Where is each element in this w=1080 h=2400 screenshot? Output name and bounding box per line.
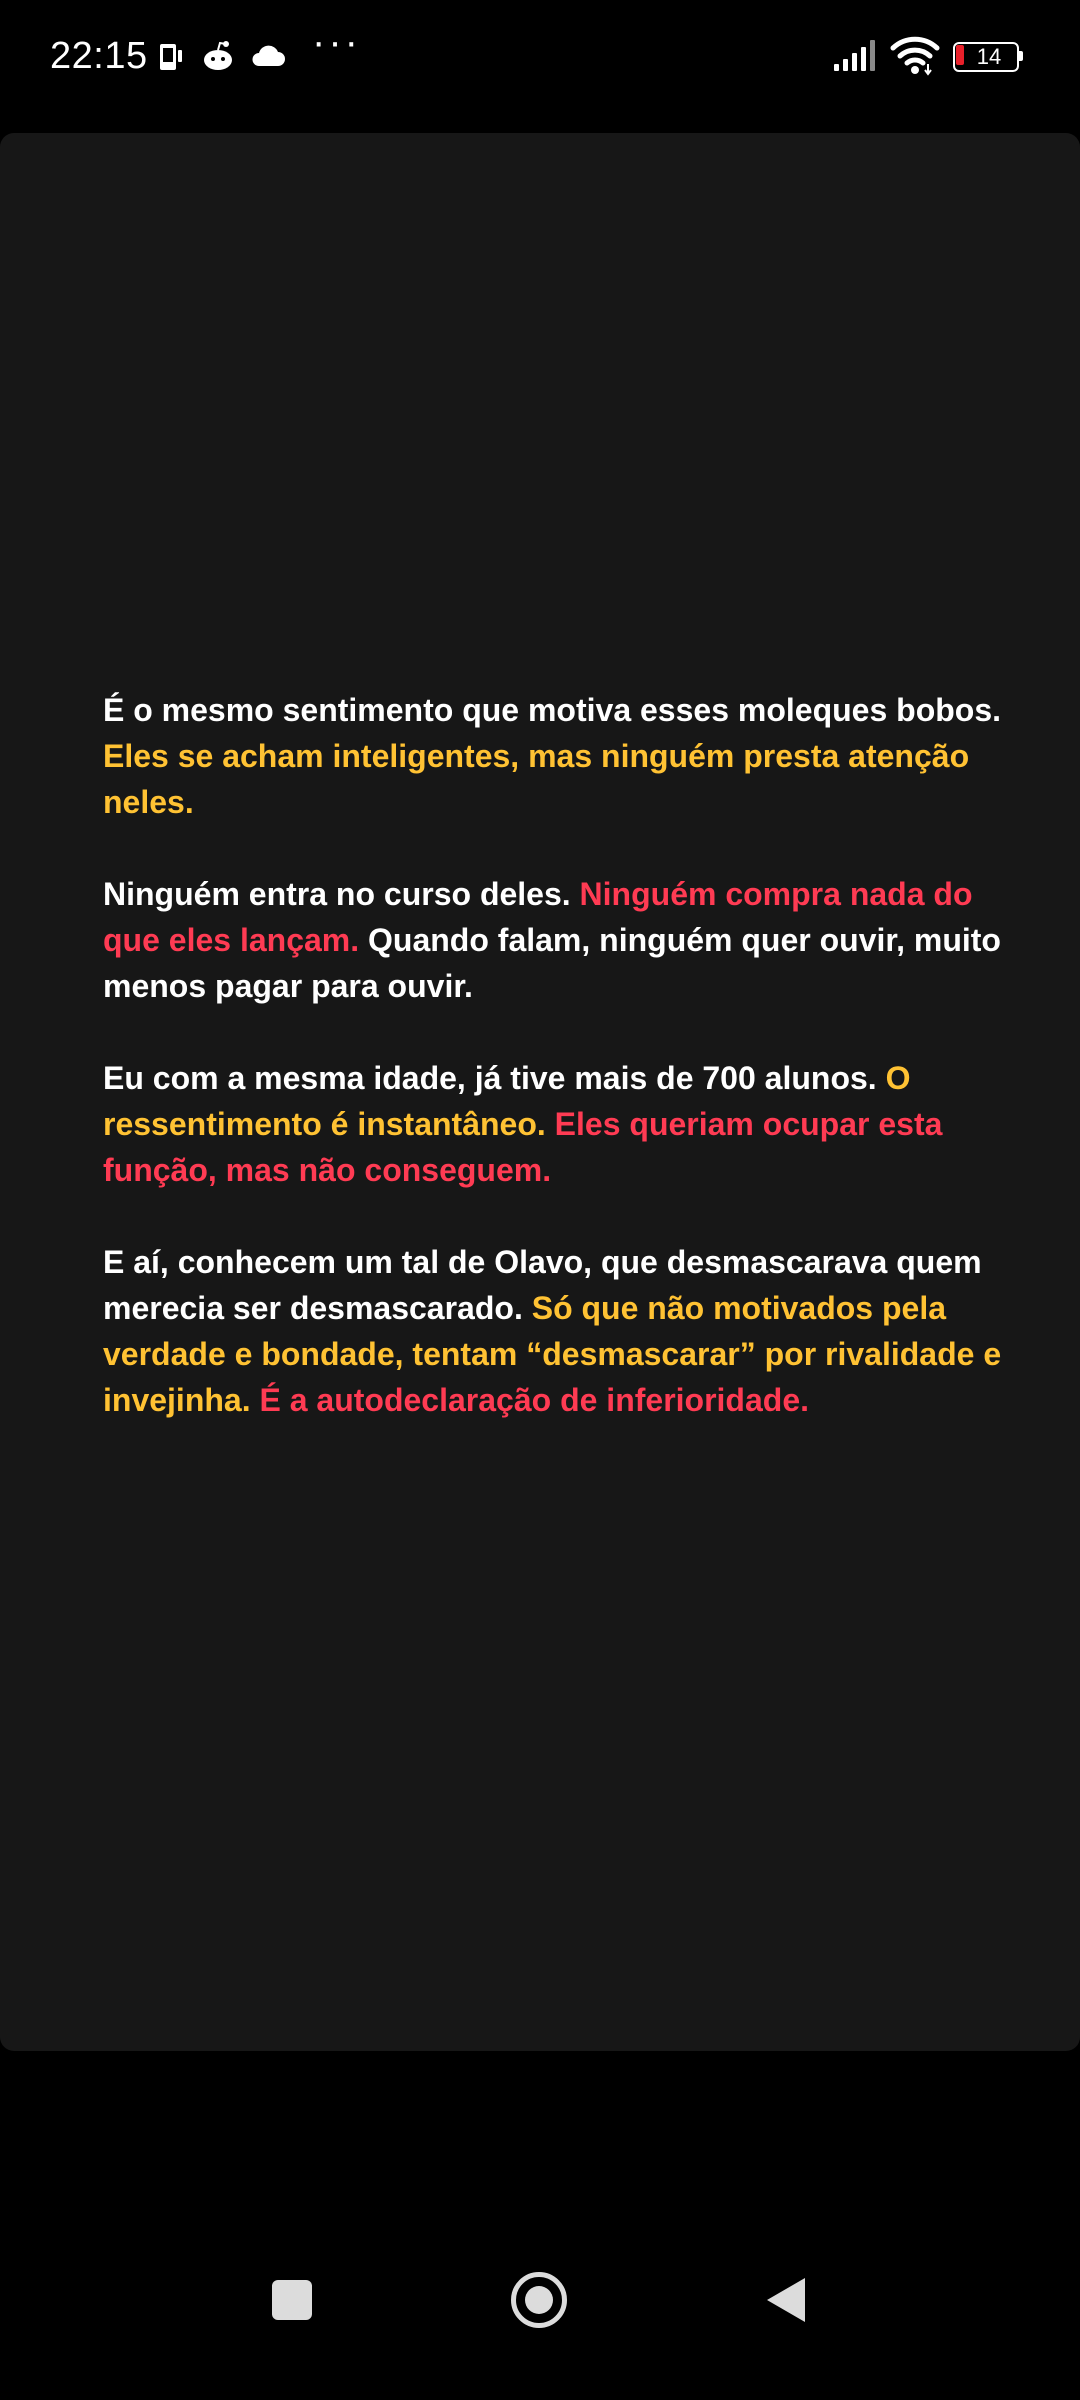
home-button[interactable]	[489, 2250, 589, 2350]
home-icon	[511, 2272, 567, 2328]
back-button[interactable]	[736, 2250, 836, 2350]
story-segment: E aí, conhecem um tal de Olavo, que desmascarava quem merecia ser desmascarado.	[103, 1244, 982, 1326]
reddit-icon	[200, 40, 236, 77]
navigation-bar	[0, 2250, 1080, 2400]
story-segment: Quando falam, ninguém quer ouvir, muito menos pagar para ouvir.	[103, 922, 1001, 1004]
story-paragraph	[103, 1055, 1003, 1193]
story-segment: Só que não motivados pela verdade e bondade, tentam “desmascarar” por rivalidade e invejinha.	[103, 1290, 1002, 1418]
recents-icon	[272, 2280, 312, 2320]
story-segment: Eles queriam ocupar esta função, mas não conseguem.	[103, 1106, 943, 1188]
battery-level: 14	[976, 44, 1002, 69]
recents-button[interactable]	[242, 2250, 342, 2350]
story-paragraph	[103, 871, 1003, 1009]
more-notifications-indicator: ···	[312, 20, 361, 64]
signal-icon	[832, 38, 880, 77]
status-bar	[0, 0, 1080, 120]
story-text	[103, 687, 1003, 1423]
battery-icon	[953, 42, 1021, 72]
story-segment: Ninguém compra nada do que eles lançam.	[103, 876, 973, 958]
story-paragraph	[103, 687, 1003, 825]
back-icon	[767, 2278, 805, 2322]
story-segment: Ninguém entra no curso deles.	[103, 876, 580, 912]
story-segment: Eu com a mesma idade, já tive mais de 700 alunos.	[103, 1060, 886, 1096]
story-segment: O ressentimento é instantâneo.	[103, 1060, 911, 1142]
story-segment: Eles se acham inteligentes, mas ninguém presta atenção neles.	[103, 738, 970, 820]
cloud-icon	[250, 44, 286, 73]
story-segment: É a autodeclaração de inferioridade.	[259, 1382, 809, 1418]
wifi-icon	[890, 36, 940, 81]
phone-notification-icon	[156, 42, 184, 77]
story-segment: É o mesmo sentimento que motiva esses moleques bobos.	[103, 692, 1002, 728]
status-time: 22:15	[50, 35, 148, 77]
story-paragraph	[103, 1239, 1003, 1423]
